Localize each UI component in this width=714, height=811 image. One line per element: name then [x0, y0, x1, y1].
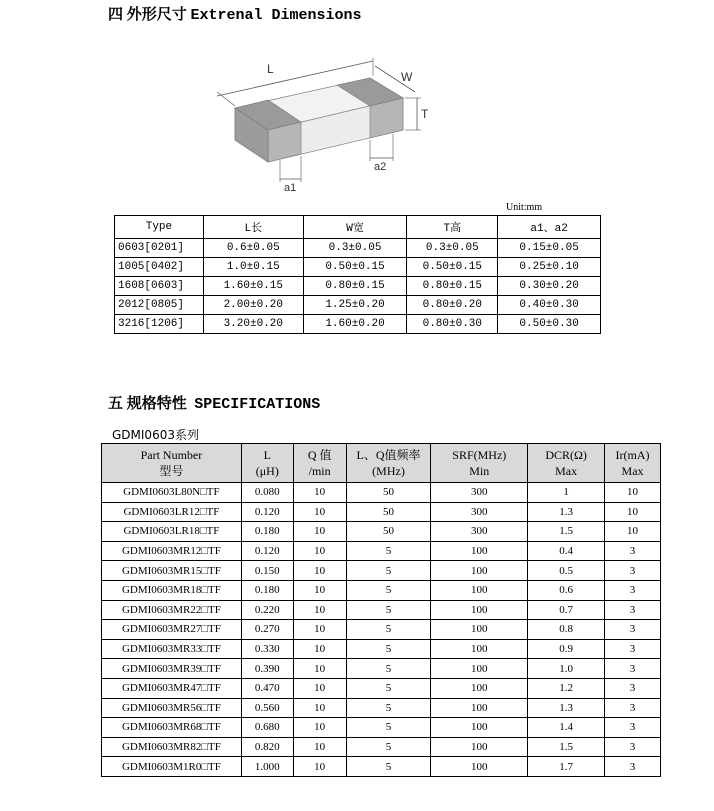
cell-test-frequency: 5: [346, 757, 431, 777]
cell-inductance: 0.180: [241, 580, 293, 600]
cell-part-number: GDMI0603MR68□TF: [102, 718, 242, 738]
cell-inductance: 0.330: [241, 639, 293, 659]
cell-dcr: 0.4: [528, 541, 605, 561]
cell-thickness: 0.80±0.20: [407, 296, 498, 315]
cell-test-frequency: 5: [346, 541, 431, 561]
cell-q-value: 10: [293, 718, 346, 738]
cell-dcr: 1.5: [528, 522, 605, 542]
cell-rated-current: 3: [605, 541, 661, 561]
cell-type: 3216[1206]: [115, 315, 204, 334]
section-4-number: 四: [108, 5, 124, 23]
cell-inductance: 0.150: [241, 561, 293, 581]
unit-note: Unit:mm: [506, 202, 543, 213]
cell-dcr: 0.6: [528, 580, 605, 600]
cell-q-value: 10: [293, 757, 346, 777]
cell-thickness: 0.80±0.30: [407, 315, 498, 334]
cell-rated-current: 10: [605, 502, 661, 522]
cell-inductance: 0.820: [241, 737, 293, 757]
cell-inductance: 0.680: [241, 718, 293, 738]
cell-part-number: GDMI0603MR47□TF: [102, 678, 242, 698]
table-row: [115, 239, 601, 258]
label-L: L: [267, 62, 274, 76]
section-4-title-en: Extrenal Dimensions: [190, 7, 362, 24]
cell-length: 3.20±0.20: [203, 315, 303, 334]
cell-type: 0603[0201]: [115, 239, 204, 258]
cell-rated-current: 3: [605, 561, 661, 581]
cell-q-value: 10: [293, 561, 346, 581]
cell-srf: 300: [431, 522, 528, 542]
cell-dcr: 1.5: [528, 737, 605, 757]
header-type: Type: [115, 216, 204, 239]
cell-dcr: 0.8: [528, 620, 605, 640]
specifications-body: [102, 483, 661, 777]
cell-dcr: 1.3: [528, 698, 605, 718]
table-row: [102, 561, 661, 581]
header-dcr: DCR(Ω) Max: [528, 444, 605, 483]
cell-part-number: GDMI0603MR18□TF: [102, 580, 242, 600]
cell-rated-current: 3: [605, 659, 661, 679]
header-inductance: L (μH): [241, 444, 293, 483]
cell-q-value: 10: [293, 522, 346, 542]
label-a1: a1: [284, 182, 297, 194]
cell-rated-current: 3: [605, 698, 661, 718]
cell-part-number: GDMI0603MR15□TF: [102, 561, 242, 581]
cell-length: 1.0±0.15: [203, 258, 303, 277]
table-row: [102, 718, 661, 738]
cell-srf: 100: [431, 678, 528, 698]
cell-terminal: 0.30±0.20: [498, 277, 601, 296]
specifications-header-row: [102, 444, 661, 483]
cell-thickness: 0.3±0.05: [407, 239, 498, 258]
cell-dcr: 1.2: [528, 678, 605, 698]
cell-part-number: GDMI0603M1R0□TF: [102, 757, 242, 777]
cell-rated-current: 3: [605, 757, 661, 777]
table-row: [102, 580, 661, 600]
chip-dimension-diagram: [205, 48, 435, 198]
cell-q-value: 10: [293, 698, 346, 718]
header-q-value: Q 值 /min: [293, 444, 346, 483]
header-part-number: Part Number 型号: [102, 444, 242, 483]
table-row: [102, 600, 661, 620]
cell-inductance: 1.000: [241, 757, 293, 777]
cell-rated-current: 10: [605, 522, 661, 542]
cell-srf: 100: [431, 561, 528, 581]
header-test-frequency: L、Q值频率 (MHz): [346, 444, 431, 483]
cell-q-value: 10: [293, 678, 346, 698]
table-row: [102, 659, 661, 679]
cell-srf: 100: [431, 600, 528, 620]
cell-test-frequency: 50: [346, 522, 431, 542]
cell-q-value: 10: [293, 483, 346, 503]
cell-thickness: 0.50±0.15: [407, 258, 498, 277]
cell-width: 0.50±0.15: [303, 258, 407, 277]
cell-inductance: 0.120: [241, 502, 293, 522]
cell-length: 0.6±0.05: [203, 239, 303, 258]
cell-test-frequency: 50: [346, 502, 431, 522]
cell-inductance: 0.080: [241, 483, 293, 503]
cell-q-value: 10: [293, 737, 346, 757]
header-width: W宽: [303, 216, 407, 239]
cell-terminal: 0.50±0.30: [498, 315, 601, 334]
table-row: [102, 502, 661, 522]
cell-srf: 100: [431, 620, 528, 640]
section-5-title-cn: 规格特性: [126, 394, 187, 412]
specifications-table: [101, 443, 661, 777]
dimensions-header-row: [115, 216, 601, 239]
cell-rated-current: 3: [605, 678, 661, 698]
dimensions-table: [114, 215, 601, 334]
cell-srf: 100: [431, 541, 528, 561]
header-rated-current: Ir(mA) Max: [605, 444, 661, 483]
cell-rated-current: 3: [605, 639, 661, 659]
cell-part-number: GDMI0603L80N□TF: [102, 483, 242, 503]
cell-srf: 300: [431, 483, 528, 503]
cell-test-frequency: 5: [346, 659, 431, 679]
cell-length: 1.60±0.15: [203, 277, 303, 296]
cell-width: 0.3±0.05: [303, 239, 407, 258]
cell-width: 1.25±0.20: [303, 296, 407, 315]
cell-width: 0.80±0.15: [303, 277, 407, 296]
header-length: L长: [203, 216, 303, 239]
cell-inductance: 0.270: [241, 620, 293, 640]
cell-test-frequency: 50: [346, 483, 431, 503]
cell-rated-current: 10: [605, 483, 661, 503]
cell-inductance: 0.560: [241, 698, 293, 718]
cell-width: 1.60±0.20: [303, 315, 407, 334]
cell-srf: 100: [431, 698, 528, 718]
cell-part-number: GDMI0603MR56□TF: [102, 698, 242, 718]
cell-test-frequency: 5: [346, 639, 431, 659]
cell-dcr: 0.9: [528, 639, 605, 659]
cell-srf: 100: [431, 580, 528, 600]
label-a2: a2: [374, 161, 387, 173]
header-thickness: T高: [407, 216, 498, 239]
table-row: [102, 678, 661, 698]
cell-q-value: 10: [293, 502, 346, 522]
cell-part-number: GDMI0603MR22□TF: [102, 600, 242, 620]
cell-inductance: 0.120: [241, 541, 293, 561]
cell-inductance: 0.470: [241, 678, 293, 698]
cell-dcr: 0.7: [528, 600, 605, 620]
cell-srf: 100: [431, 639, 528, 659]
label-W: W: [401, 70, 413, 84]
table-row: [102, 757, 661, 777]
cell-q-value: 10: [293, 600, 346, 620]
cell-q-value: 10: [293, 639, 346, 659]
cell-test-frequency: 5: [346, 718, 431, 738]
cell-q-value: 10: [293, 659, 346, 679]
cell-srf: 300: [431, 502, 528, 522]
section-5-heading: [108, 392, 320, 413]
cell-dcr: 1: [528, 483, 605, 503]
section-5-title-en: SPECIFICATIONS: [194, 396, 321, 413]
cell-part-number: GDMI0603MR82□TF: [102, 737, 242, 757]
series-label: GDMI0603系列: [112, 428, 199, 442]
section-5-number: 五: [108, 394, 124, 412]
section-4-title-cn: 外形尺寸: [126, 5, 187, 23]
cell-test-frequency: 5: [346, 737, 431, 757]
cell-inductance: 0.390: [241, 659, 293, 679]
table-row: [115, 258, 601, 277]
cell-dcr: 0.5: [528, 561, 605, 581]
table-row: [115, 277, 601, 296]
cell-terminal: 0.40±0.30: [498, 296, 601, 315]
cell-dcr: 1.4: [528, 718, 605, 738]
cell-part-number: GDMI0603LR18□TF: [102, 522, 242, 542]
cell-q-value: 10: [293, 580, 346, 600]
cell-type: 2012[0805]: [115, 296, 204, 315]
cell-q-value: 10: [293, 620, 346, 640]
cell-rated-current: 3: [605, 718, 661, 738]
table-row: [102, 522, 661, 542]
cell-inductance: 0.180: [241, 522, 293, 542]
cell-thickness: 0.80±0.15: [407, 277, 498, 296]
cell-rated-current: 3: [605, 580, 661, 600]
label-T: T: [421, 107, 429, 121]
table-row: [102, 620, 661, 640]
table-row: [102, 483, 661, 503]
cell-dcr: 1.3: [528, 502, 605, 522]
header-srf: SRF(MHz) Min: [431, 444, 528, 483]
cell-dcr: 1.0: [528, 659, 605, 679]
cell-srf: 100: [431, 737, 528, 757]
cell-part-number: GDMI0603MR33□TF: [102, 639, 242, 659]
cell-srf: 100: [431, 659, 528, 679]
table-row: [102, 541, 661, 561]
cell-rated-current: 3: [605, 600, 661, 620]
table-row: [115, 315, 601, 334]
cell-length: 2.00±0.20: [203, 296, 303, 315]
cell-test-frequency: 5: [346, 600, 431, 620]
table-row: [102, 698, 661, 718]
cell-part-number: GDMI0603MR39□TF: [102, 659, 242, 679]
cell-type: 1005[0402]: [115, 258, 204, 277]
cell-terminal: 0.15±0.05: [498, 239, 601, 258]
table-row: [102, 639, 661, 659]
cell-rated-current: 3: [605, 737, 661, 757]
cell-test-frequency: 5: [346, 698, 431, 718]
cell-inductance: 0.220: [241, 600, 293, 620]
cell-q-value: 10: [293, 541, 346, 561]
cell-srf: 100: [431, 718, 528, 738]
cell-srf: 100: [431, 757, 528, 777]
table-row: [115, 296, 601, 315]
cell-test-frequency: 5: [346, 580, 431, 600]
cell-dcr: 1.7: [528, 757, 605, 777]
cell-rated-current: 3: [605, 620, 661, 640]
cell-part-number: GDMI0603MR12□TF: [102, 541, 242, 561]
cell-test-frequency: 5: [346, 678, 431, 698]
cell-part-number: GDMI0603LR12□TF: [102, 502, 242, 522]
cell-terminal: 0.25±0.10: [498, 258, 601, 277]
cell-part-number: GDMI0603MR27□TF: [102, 620, 242, 640]
section-4-heading: [108, 3, 362, 24]
cell-test-frequency: 5: [346, 620, 431, 640]
table-row: [102, 737, 661, 757]
cell-type: 1608[0603]: [115, 277, 204, 296]
cell-test-frequency: 5: [346, 561, 431, 581]
header-terminal: a1、a2: [498, 216, 601, 239]
